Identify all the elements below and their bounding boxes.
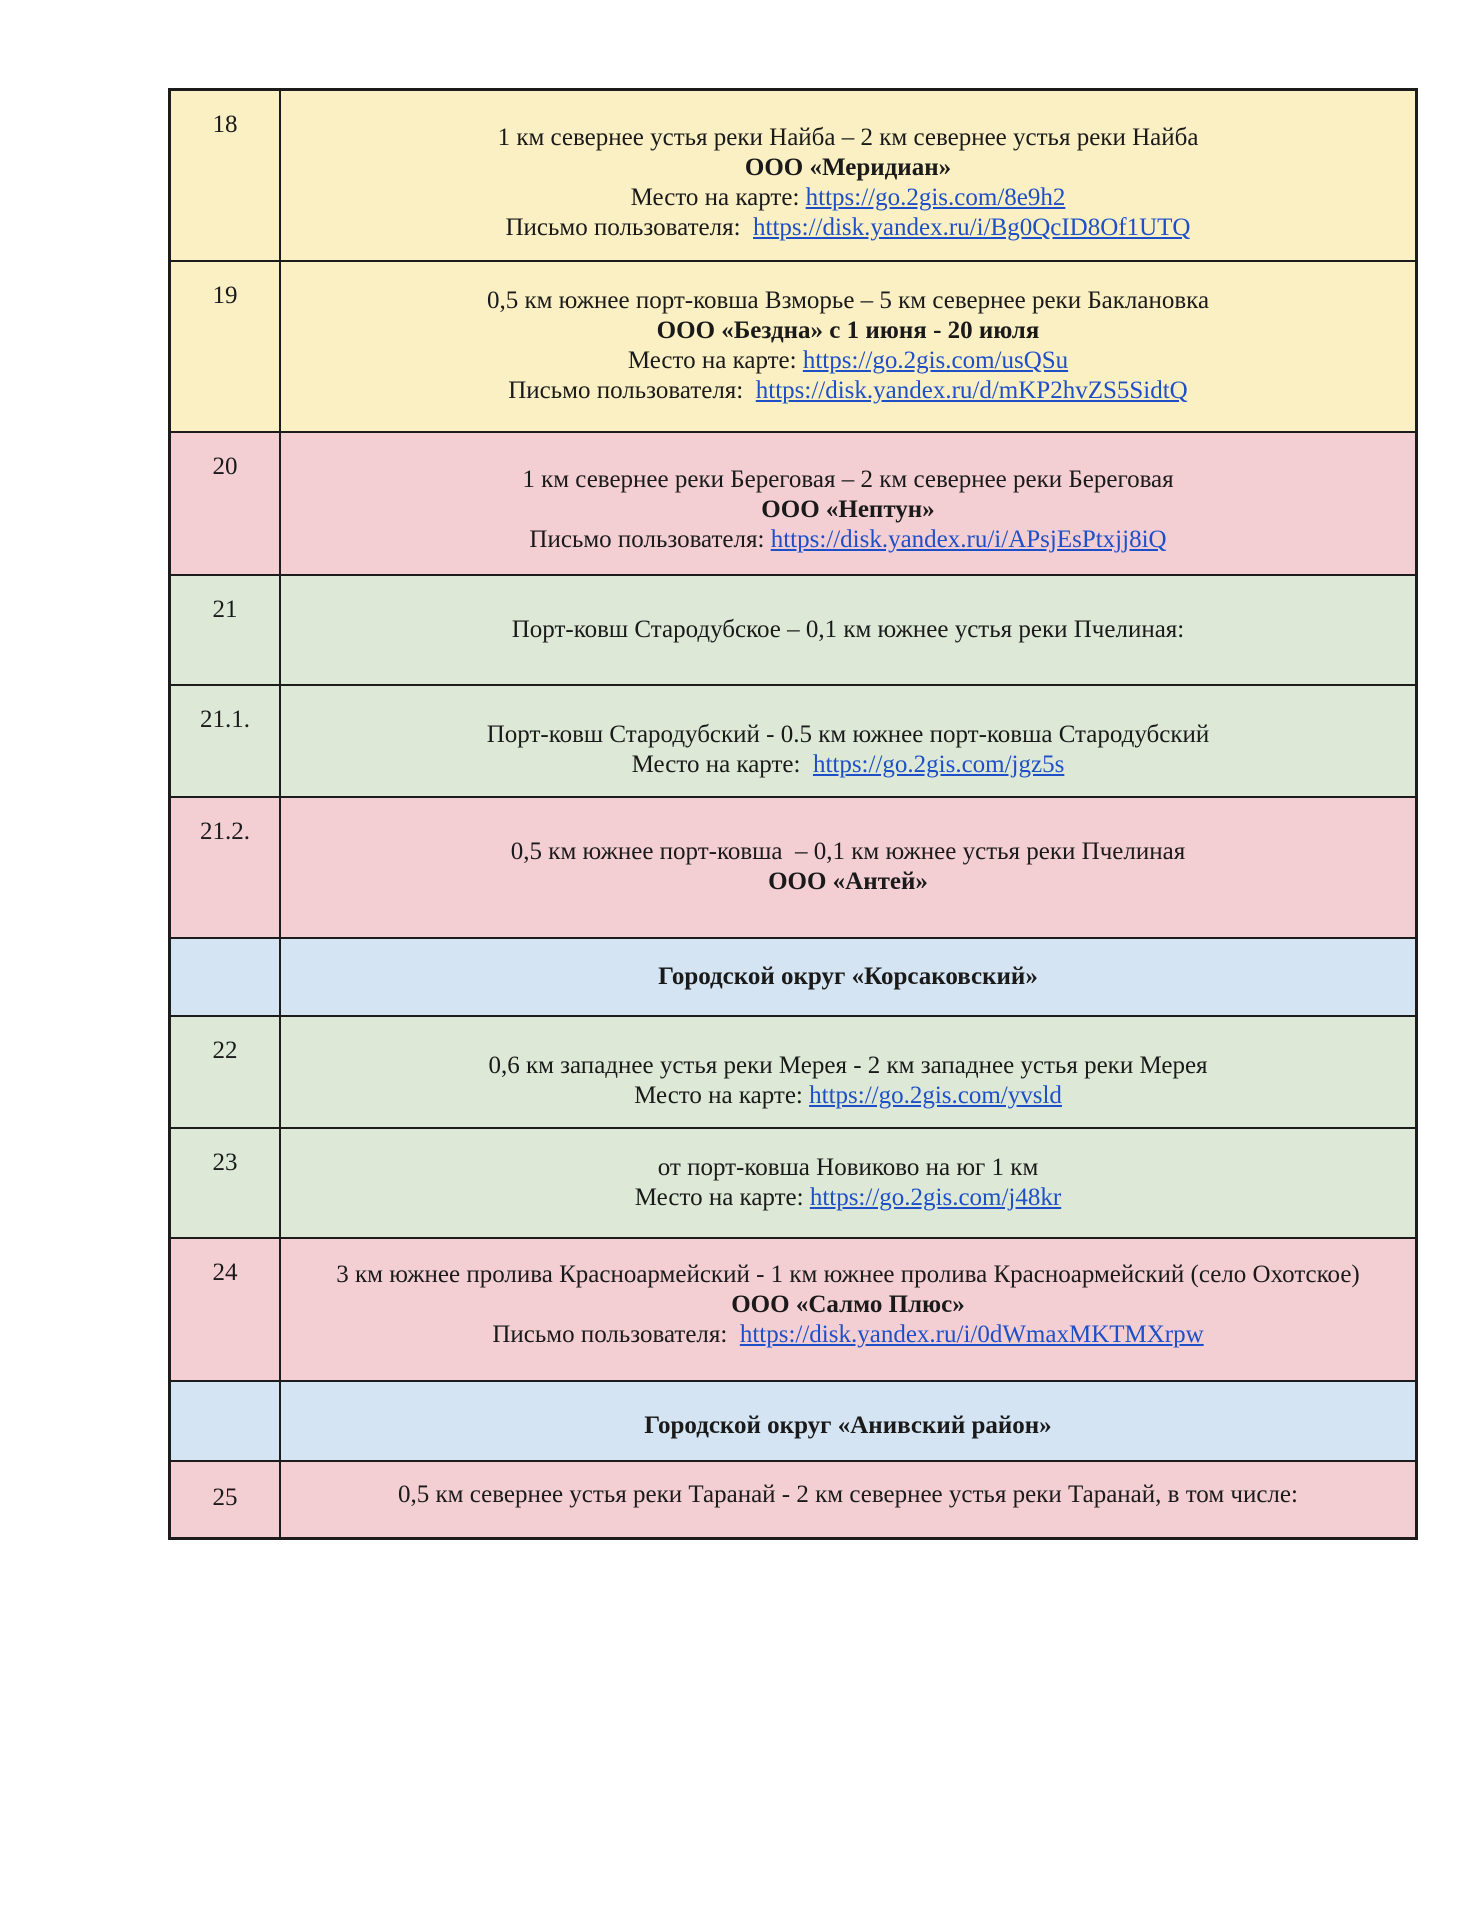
row-number: 19 bbox=[170, 261, 281, 432]
map-link[interactable]: https://go.2gis.com/usQSu bbox=[802, 347, 1069, 374]
row-content bbox=[280, 90, 1417, 261]
map-label: Место на карте: bbox=[634, 1183, 810, 1211]
company-name: ООО «Меридиан» bbox=[744, 154, 952, 182]
row-content bbox=[280, 1016, 1417, 1128]
table-row bbox=[170, 575, 1417, 685]
route-text: от порт-ковша Новиково на юг 1 км bbox=[657, 1153, 1039, 1181]
row-number: 23 bbox=[170, 1128, 281, 1238]
row-number: 21.1. bbox=[170, 685, 281, 797]
map-link[interactable]: https://go.2gis.com/yvsld bbox=[809, 1081, 1062, 1109]
table-row bbox=[170, 1461, 1417, 1539]
table-row bbox=[170, 797, 1417, 938]
letter-line bbox=[281, 1320, 1415, 1350]
section-heading-row bbox=[170, 938, 1417, 1016]
row-content bbox=[280, 432, 1417, 575]
route-text: 0,5 км южнее порт-ковша Взморье – 5 км севернее реки Баклановка bbox=[486, 287, 1210, 314]
company-name: ООО «Салмо Плюс» bbox=[731, 1291, 965, 1318]
row-number: 18 bbox=[170, 90, 281, 261]
row-number: 25 bbox=[170, 1461, 281, 1539]
letter-link[interactable]: https://disk.yandex.ru/d/mKP2hvZS5SidtQ bbox=[755, 377, 1188, 404]
company-name: ООО «Антей» bbox=[768, 868, 928, 895]
row-number: 22 bbox=[170, 1016, 281, 1128]
map-label: Место на карте: bbox=[634, 1081, 810, 1109]
company-name: ООО «Бездна» с 1 июня - 20 июля bbox=[656, 317, 1040, 344]
route-text: 0,6 км западнее устья реки Мерея - 2 км западнее устья реки Мерея bbox=[488, 1051, 1208, 1079]
section-heading: Городской округ «Анивский район» bbox=[280, 1381, 1417, 1461]
route-text: 1 км севернее реки Береговая – 2 км севернее реки Береговая bbox=[522, 466, 1174, 493]
route-text: 1 км севернее устья реки Найба – 2 км севернее устья реки Найба bbox=[497, 124, 1199, 152]
route-text: 0,5 км южнее порт-ковша – 0,1 км южнее устья реки Пчелиная bbox=[510, 838, 1186, 865]
map-line bbox=[281, 1081, 1415, 1111]
row-content bbox=[280, 685, 1417, 797]
row-number: 24 bbox=[170, 1238, 281, 1381]
route-text: Порт-ковш Стародубское – 0,1 км южнее устья реки Пчелиная: bbox=[511, 615, 1185, 643]
row-number: 21 bbox=[170, 575, 281, 685]
letter-line bbox=[281, 525, 1415, 555]
map-line bbox=[281, 346, 1415, 376]
row-content bbox=[280, 1461, 1417, 1539]
row-number bbox=[170, 938, 281, 1016]
map-link[interactable]: https://go.2gis.com/jgz5s bbox=[812, 750, 1065, 778]
table-row bbox=[170, 1238, 1417, 1381]
route-text: Порт-ковш Стародубский - 0.5 км южнее порт-ковша Стародубский bbox=[486, 720, 1210, 748]
letter-link[interactable]: https://disk.yandex.ru/i/Bg0QcID8Of1UTQ bbox=[753, 214, 1191, 242]
letter-line bbox=[281, 376, 1415, 406]
map-label: Место на карте: bbox=[627, 347, 803, 374]
row-content bbox=[280, 575, 1417, 685]
table-row bbox=[170, 432, 1417, 575]
row-number: 20 bbox=[170, 432, 281, 575]
table-row bbox=[170, 685, 1417, 797]
row-number bbox=[170, 1381, 281, 1461]
section-heading-row bbox=[170, 1381, 1417, 1461]
letter-label: Письмо пользователя: bbox=[529, 526, 771, 553]
map-line bbox=[281, 1183, 1415, 1213]
row-number: 21.2. bbox=[170, 797, 281, 938]
table-row bbox=[170, 261, 1417, 432]
letter-label: Письмо пользователя: bbox=[492, 1321, 740, 1348]
row-content bbox=[280, 1128, 1417, 1238]
map-line bbox=[281, 750, 1415, 780]
row-content bbox=[280, 1238, 1417, 1381]
fishing-areas-table bbox=[168, 88, 1418, 1540]
company-name: ООО «Нептун» bbox=[761, 496, 935, 523]
row-content bbox=[280, 261, 1417, 432]
map-link[interactable]: https://go.2gis.com/j48kr bbox=[809, 1183, 1062, 1211]
map-label: Место на карте: bbox=[631, 750, 813, 778]
letter-label: Письмо пользователя: bbox=[505, 214, 754, 242]
letter-line bbox=[281, 213, 1415, 243]
map-label: Место на карте: bbox=[630, 184, 806, 212]
map-link[interactable]: https://go.2gis.com/8e9h2 bbox=[805, 184, 1066, 212]
letter-label: Письмо пользователя: bbox=[508, 377, 756, 404]
route-text: 0,5 км севернее устья реки Таранай - 2 км севернее устья реки Таранай, в том числе: bbox=[398, 1481, 1298, 1509]
letter-link[interactable]: https://disk.yandex.ru/i/APsjEsPtxjj8iQ bbox=[770, 526, 1167, 553]
row-content bbox=[280, 797, 1417, 938]
table-row bbox=[170, 1128, 1417, 1238]
section-heading: Городской округ «Корсаковский» bbox=[280, 938, 1417, 1016]
map-line bbox=[281, 183, 1415, 213]
table-row bbox=[170, 1016, 1417, 1128]
letter-link[interactable]: https://disk.yandex.ru/i/0dWmaxMKTMXrpw bbox=[739, 1321, 1204, 1348]
route-text: 3 км южнее пролива Красноармейский - 1 км южнее пролива Красноармейский (село Охотское) bbox=[336, 1261, 1360, 1288]
table-row bbox=[170, 90, 1417, 261]
